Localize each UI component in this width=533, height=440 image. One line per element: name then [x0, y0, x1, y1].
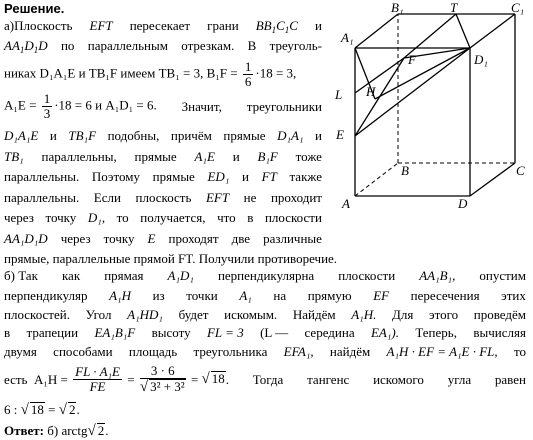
word: не: [243, 190, 257, 205]
word: двумя: [4, 344, 37, 359]
word: прямые: [134, 149, 177, 164]
plane-eft: EFT: [89, 18, 113, 33]
word: треуголь-: [269, 38, 322, 53]
word: Найдём: [292, 307, 336, 322]
answer-line: Ответ: б) arctg√ 2.: [4, 423, 109, 439]
word: Для: [392, 307, 414, 322]
part-b-line-6: [4, 364, 526, 394]
word: тангенс: [307, 371, 350, 387]
word: перпендикулярна: [217, 268, 315, 283]
edge-d-c: [470, 163, 515, 196]
word: треугольника: [193, 344, 268, 359]
word: искомого: [373, 371, 424, 387]
word: подобны,: [107, 128, 160, 143]
word: также: [289, 169, 322, 184]
label-t: T: [450, 0, 458, 15]
word: различные: [263, 231, 322, 246]
edge-d1-c1: [470, 14, 515, 48]
word: способами: [53, 344, 113, 359]
word: E: [147, 231, 156, 246]
word: грани: [207, 18, 239, 33]
word: что: [217, 210, 236, 225]
part-a-line-4: [4, 92, 322, 121]
part-a-line-11: прямые, параллельные прямой FT. Получили противоречие.: [4, 251, 338, 266]
word: В: [247, 38, 257, 53]
label-h: H: [366, 84, 376, 99]
part-b-line-7: 6 : √ 18 = √ 2.: [4, 402, 80, 418]
word: прямая: [104, 268, 144, 283]
word: EFT: [205, 190, 230, 205]
word: Значит,: [181, 99, 222, 114]
word: Угол: [85, 307, 112, 322]
word: Теперь,: [415, 325, 457, 340]
word: параллельны,: [41, 149, 117, 164]
label-c1: C₁: [511, 0, 525, 15]
hidden-edge-a-b: [355, 163, 398, 196]
label-d: D: [458, 196, 468, 211]
label-c: C: [516, 163, 525, 178]
word: FT: [261, 169, 277, 184]
word: будет: [178, 307, 209, 322]
part-a-line-3: [4, 60, 296, 89]
word: (L —: [260, 325, 289, 340]
word: ED₁: [207, 169, 230, 184]
word: в: [247, 210, 254, 225]
text-run: ·18 = 6 и A₁D₁ = 6.: [54, 97, 157, 113]
word: EFA₁,: [283, 344, 314, 359]
word: точку: [45, 210, 77, 225]
word: проходят: [168, 231, 219, 246]
fraction-one-sixth: $\frac{1}{6}$: [244, 59, 252, 89]
part-b-line-5: [4, 345, 526, 358]
word: опустим: [479, 268, 526, 283]
word: угла: [447, 371, 472, 387]
word: искомым.: [224, 307, 278, 322]
word: через: [4, 210, 34, 225]
word: A₁E: [194, 149, 215, 164]
word: плоскостей.: [4, 307, 70, 322]
solution-heading: Решение.: [4, 1, 65, 16]
label-b: B: [401, 163, 409, 178]
word: параллельны.: [4, 169, 80, 184]
part-a-line-5: [4, 129, 322, 142]
word: то: [116, 210, 129, 225]
part-b-line-1: [4, 269, 526, 282]
word: треугольники: [246, 99, 322, 114]
word: AA₁B₁,: [419, 268, 456, 283]
word: из: [152, 288, 165, 303]
answer-text: б) arctg: [47, 423, 88, 438]
word: площадь: [128, 344, 178, 359]
part-a-line-1: [4, 18, 322, 35]
word: проходит: [270, 190, 322, 205]
word: тоже: [295, 149, 322, 164]
word: прямые: [223, 128, 266, 143]
word: A₁H.: [351, 307, 377, 322]
part-b-line-2: [4, 289, 526, 302]
label-b1: B₁: [391, 0, 404, 15]
word: A₁: [239, 288, 252, 303]
word: TB₁F: [68, 128, 97, 143]
word: на: [273, 288, 287, 303]
word: EF: [373, 288, 390, 303]
word: TB₁: [4, 149, 24, 164]
word: прямую: [307, 288, 352, 303]
face-aa1d1d: $AA_1D_1D$: [4, 38, 48, 55]
word: и: [315, 128, 322, 143]
word: то: [513, 344, 526, 359]
word: D₁A₁E: [4, 128, 39, 143]
fraction-one-third: $\frac{1}{3}$: [43, 91, 51, 121]
part-a-line-10: [4, 232, 322, 245]
word: по: [60, 38, 75, 53]
text-run: 6 :: [4, 402, 21, 417]
word: через: [60, 231, 91, 246]
word: параллельны.: [4, 190, 80, 205]
part-b-line-3: [4, 308, 526, 321]
label-f: F: [408, 52, 416, 67]
edge-a1-b1: [355, 14, 398, 48]
word: плоскость: [135, 190, 192, 205]
word: плоскости: [264, 210, 322, 225]
word: прямые: [152, 169, 195, 184]
part-a-line-2: [4, 38, 322, 55]
text-run: =: [123, 371, 138, 387]
label-l: L: [335, 87, 343, 102]
word: Тогда: [252, 371, 284, 387]
sqrt-18: √ 18: [201, 371, 225, 387]
word: D₁,: [87, 210, 106, 225]
word: A₁H: [109, 288, 131, 303]
word: причём: [170, 128, 212, 143]
cube-figure: [325, 0, 533, 215]
word: Плоскость: [14, 18, 73, 33]
part-b-line-4: [4, 326, 526, 339]
sqrt-2-final: 2: [68, 402, 76, 417]
segment-t-d1: [456, 14, 470, 48]
answer-sqrt: 2: [97, 423, 105, 438]
word: плоскости: [338, 268, 396, 283]
word: этих: [501, 288, 526, 303]
label-a: A: [342, 196, 350, 211]
text-run: .: [105, 423, 109, 438]
word: D₁A₁: [277, 128, 304, 143]
part-a-line-8: [4, 191, 322, 204]
word: б) Так: [4, 268, 38, 283]
text-run: .: [76, 402, 80, 417]
word: этого: [429, 307, 459, 322]
word: две: [231, 231, 251, 246]
word: пересекает: [129, 18, 191, 33]
sqrt-18-final: 18: [30, 402, 44, 417]
word: равен: [494, 371, 526, 387]
word: высоту: [151, 325, 191, 340]
word: отрезкам.: [181, 38, 235, 53]
word: Поэтому: [91, 169, 140, 184]
word: B₁F: [257, 149, 278, 164]
word: и: [315, 18, 322, 33]
word: FL = 3: [206, 325, 244, 340]
word: EA₁B₁F: [94, 325, 136, 340]
label-a1: A₁: [341, 30, 354, 45]
part-a-line-7: [4, 170, 322, 183]
text-run: =: [187, 371, 202, 387]
answer-label: Ответ:: [4, 423, 45, 438]
fraction-fl-a1e-over-fe: $\frac{\text{FL · A₁E}}{FE}$: [75, 363, 120, 394]
text-run: A₁E =: [4, 97, 40, 113]
word: трапеции: [26, 325, 79, 340]
label-e: E: [336, 127, 344, 142]
word: середина: [304, 325, 355, 340]
word: A₁H · EF = A₁E · FL,: [386, 344, 498, 359]
text-run: =: [44, 402, 59, 417]
word: Если: [93, 190, 121, 205]
word: как: [61, 268, 81, 283]
part-a-line-9: [4, 211, 322, 224]
word: проведём: [473, 307, 526, 322]
part-a-line-6: [4, 150, 322, 163]
word: получается,: [140, 210, 206, 225]
label-d1: D₁: [474, 52, 488, 67]
text-run: никах D₁A₁E и TB₁F имеем TB₁ = 3, B₁F =: [4, 65, 241, 81]
word: найдём: [329, 344, 371, 359]
word: EA₁).: [370, 325, 399, 340]
word: перпендикуляр: [4, 288, 88, 303]
fraction-18-over-sqrt18: $\frac{3 \cdot 6}{\text{√ 3² + 3²}}$: [139, 363, 185, 395]
text-run: ·18 = 3,: [255, 65, 297, 81]
word: A₁D₁: [167, 268, 194, 283]
word: пересечения: [410, 288, 480, 303]
word: и: [242, 169, 249, 184]
text-run: есть A₁H =: [4, 371, 72, 387]
word: вычисляя: [473, 325, 526, 340]
word: точку: [103, 231, 135, 246]
word: AA₁D₁D: [4, 231, 48, 246]
part-a-marker: а): [4, 18, 15, 33]
face-bb1c1c: $BB_1C_1C$: [255, 18, 298, 35]
word: и: [49, 128, 57, 143]
word: A₁HD₁: [127, 307, 163, 322]
word: в: [4, 325, 11, 340]
text-run: .: [225, 371, 230, 387]
word: и: [232, 149, 240, 164]
word: параллельным: [87, 38, 168, 53]
word: точки: [186, 288, 218, 303]
